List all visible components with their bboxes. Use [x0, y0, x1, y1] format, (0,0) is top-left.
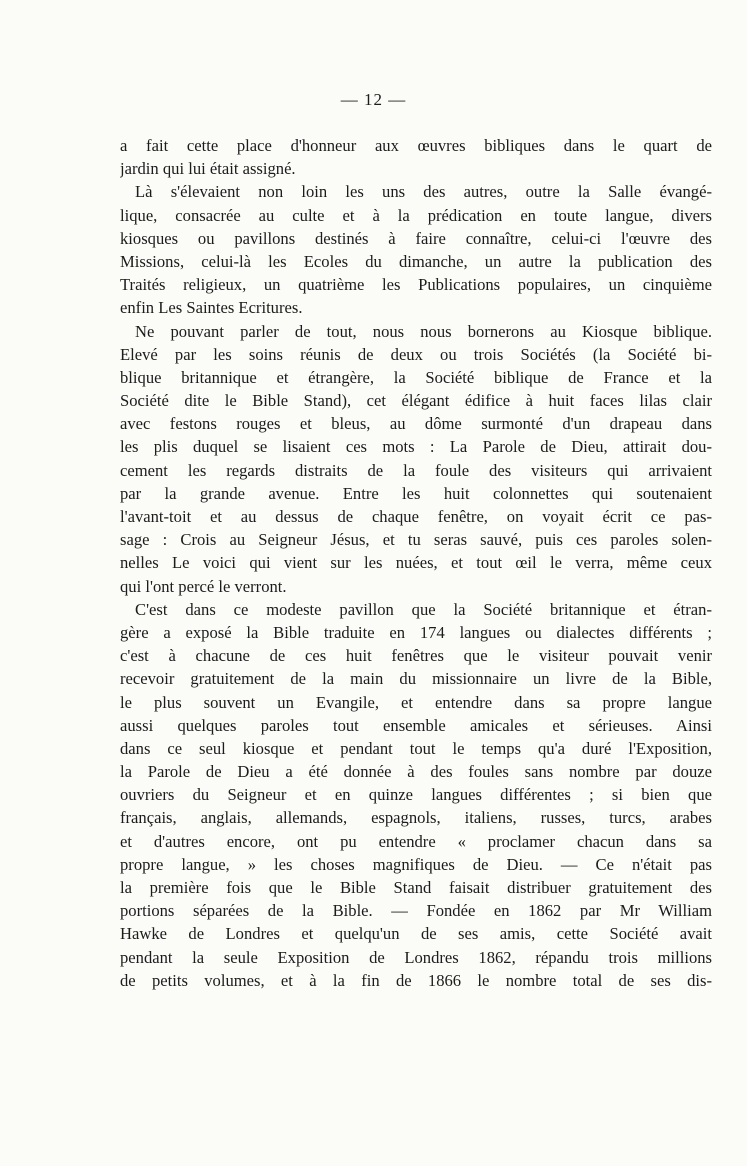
- text-line: Missions, celui-là les Ecoles du dimanche, un autre la publication des: [120, 251, 712, 271]
- text-line: enfin Les Saintes Ecritures.: [120, 298, 303, 318]
- text-line: dans ce seul kiosque et pendant tout le temps qu'a duré l'Exposition,: [120, 738, 712, 758]
- text-line: la première fois que le Bible Stand faisait distribuer gratuitement des: [120, 878, 712, 897]
- text-line: Société dite le Bible Stand), cet élégant édifice à huit faces lilas clair: [120, 391, 712, 411]
- text-line: et d'autres encore, ont pu entendre « proclamer chacun dans sa: [120, 831, 712, 851]
- text-line: avec festons rouges et bleus, au dôme surmonté d'un drapeau dans: [120, 414, 712, 434]
- text-line: cement les regards distraits de la foule des visiteurs qui arrivaient: [120, 460, 712, 480]
- text-line: le plus souvent un Evangile, et entendre dans sa propre langue: [120, 692, 712, 712]
- text-line: Hawke de Londres et quelqu'un de ses amis, cette Société avait: [120, 924, 712, 944]
- text-line: portions séparées de la Bible. — Fondée en 1862 par Mr William: [120, 901, 712, 921]
- text-line: Ne pouvant parler de tout, nous nous bornerons au Kiosque biblique.: [135, 321, 712, 341]
- text-line: nelles Le voici qui vient sur les nuées, et tout œil le verra, même ceux: [120, 553, 712, 573]
- text-line: aussi quelques paroles tout ensemble amicales et sérieuses. Ainsi: [120, 715, 712, 735]
- text-line: l'avant-toit et au dessus de chaque fenêtre, on voyait écrit ce pas-: [120, 507, 712, 526]
- text-line: Traités religieux, un quatrième les Publications populaires, un cinquième: [120, 275, 712, 295]
- text-line: c'est à chacune de ces huit fenêtres que le visiteur pouvait venir: [120, 646, 712, 666]
- text-line: Là s'élevaient non loin les uns des autres, outre la Salle évangé-: [135, 182, 712, 202]
- text-line: Elevé par les soins réunis de deux ou trois Sociétés (la Société bi-: [120, 344, 712, 364]
- text-line: kiosques ou pavillons destinés à faire connaître, celui-ci l'œuvre des: [120, 228, 712, 248]
- text-line: propre langue, » les choses magnifiques de Dieu. — Ce n'était pas: [120, 854, 712, 874]
- text-line: ouvriers du Seigneur et en quinze langues différentes ; si bien que: [120, 785, 712, 805]
- page-number: — 12 —: [340, 90, 407, 109]
- text-line: recevoir gratuitement de la main du missionnaire un livre de la Bible,: [120, 669, 712, 689]
- text-line: blique britannique et étrangère, la Société biblique de France et la: [120, 367, 712, 387]
- text-line: français, anglais, allemands, espagnols, italiens, russes, turcs, arabes: [120, 808, 712, 828]
- text-line: pendant la seule Exposition de Londres 1862, répandu trois millions: [120, 947, 712, 967]
- text-line: les plis duquel se lisaient ces mots : La Parole de Dieu, attirait dou-: [120, 437, 712, 457]
- text-line: a fait cette place d'honneur aux œuvres bibliques dans le quart de: [120, 136, 712, 155]
- text-line: jardin qui lui était assigné.: [120, 159, 296, 179]
- text-line: la Parole de Dieu a été donnée à des foules sans nombre par douze: [120, 762, 712, 782]
- text-line: sage : Crois au Seigneur Jésus, et tu seras sauvé, puis ces paroles solen-: [120, 530, 712, 550]
- body-text: [120, 134, 712, 992]
- text-line: de petits volumes, et à la fin de 1866 le nombre total de ses dis-: [120, 970, 712, 990]
- text-line: par la grande avenue. Entre les huit colonnettes qui soutenaient: [120, 483, 712, 503]
- text-line: C'est dans ce modeste pavillon que la Société britannique et étran-: [135, 599, 712, 619]
- text-line: qui l'ont percé le verront.: [120, 576, 287, 596]
- text-line: lique, consacrée au culte et à la prédication en toute langue, divers: [120, 205, 712, 225]
- text-line: gère a exposé la Bible traduite en 174 langues ou dialectes différents ;: [120, 622, 712, 642]
